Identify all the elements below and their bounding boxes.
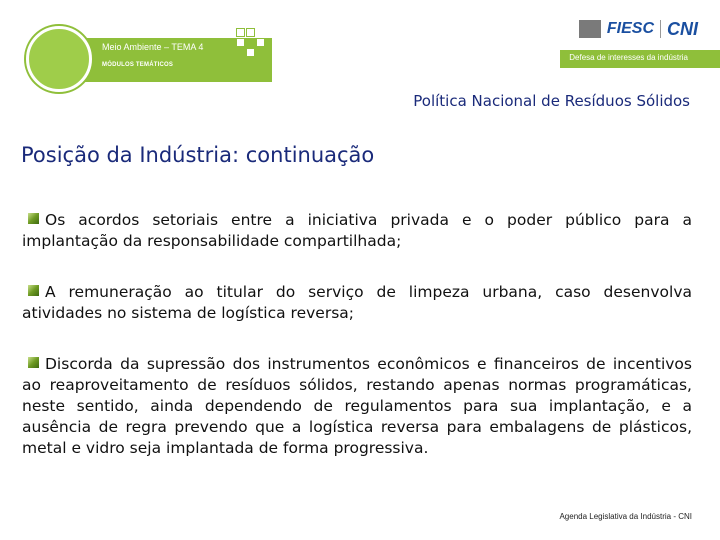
tema-banner: [12, 12, 272, 72]
bullet-text: A remuneração ao titular do serviço de limpeza urbana, caso desenvolva atividades no sistema de logística reversa;: [22, 283, 692, 322]
square-bullet-icon: [28, 357, 39, 368]
footer-text: Agenda Legislativa da Indústria - CNI: [559, 512, 692, 521]
square-bullet-icon: [28, 285, 39, 296]
fiesc-logo: FIESC: [606, 20, 654, 37]
modulos-label: MÓDULOS TEMÁTICOS: [102, 62, 174, 68]
globe-icon: [26, 26, 92, 92]
logo-divider: [660, 20, 661, 38]
bullet-text: Discorda da supressão dos instrumentos econômicos e financeiros de incentivos ao reaproveitamento de resíduos sólidos, restando apenas normas programáticas, neste sentido, ainda dependendo de regulamentos para sua implantação, e a ausência de regra prevendo que a logística reversa para embalagens de plásticos, metal e vidro seja implantada de forma progressiva.: [22, 355, 692, 457]
tema-label: Meio Ambiente – TEMA 4: [102, 42, 204, 52]
cni-logo: CNI: [667, 18, 698, 39]
squares-icon: [236, 28, 266, 58]
header-banner: [0, 0, 720, 80]
slide-subtitle: Política Nacional de Resíduos Sólidos: [413, 92, 690, 110]
slide-title: Posição da Indústria: continuação: [21, 143, 375, 167]
bullet-item: [22, 282, 692, 324]
fiesc-logo-icon: [579, 20, 601, 38]
tagline: Defesa de interesses da indústria: [569, 53, 688, 62]
square-bullet-icon: [28, 213, 39, 224]
bullet-list: [22, 210, 692, 489]
bullet-text: Os acordos setoriais entre a iniciativa privada e o poder público para a implantação da responsabilidade compartilhada;: [22, 211, 692, 250]
bullet-item: [22, 354, 692, 459]
logos: [579, 18, 698, 40]
tagline-bar: [560, 50, 720, 68]
bullet-item: [22, 210, 692, 252]
